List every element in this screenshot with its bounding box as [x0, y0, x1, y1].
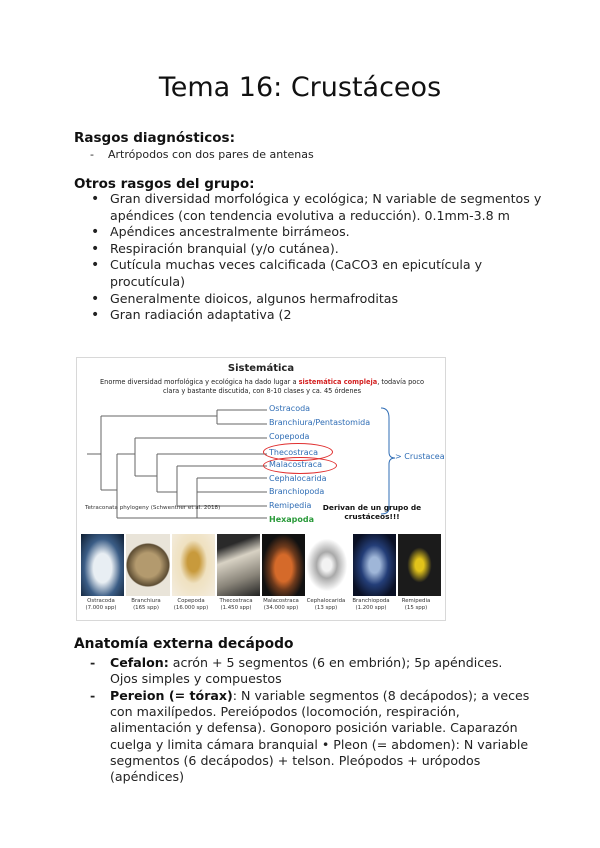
photo-caption: Remipedia (15 spp) — [401, 598, 431, 611]
arrow-icon: > — [395, 452, 405, 461]
thecostraca-photo — [217, 534, 260, 596]
photo-caption: Thecostraca (1.450 spp) — [219, 598, 253, 611]
list-item: • Apéndices ancestralmente birrámeos. — [74, 224, 544, 241]
copepoda-photo — [172, 534, 215, 596]
anatomy-item-pereion — [90, 688, 530, 785]
list-item: • Cutícula muchas veces calcificada (CaCO3 en epicutícula y procutícula) — [74, 257, 544, 290]
taxon-branchiura: Branchiura/Pentastomida — [269, 418, 371, 427]
taxon-malacostraca: Malacostraca — [269, 460, 323, 469]
taxon-branchiopoda: Branchiopoda — [269, 487, 325, 496]
list-item: • Gran diversidad morfológica y ecológica; N variable de segmentos y apéndices (con tendencia evolutiva a reducción). 0.1mm-3.8 m — [74, 191, 544, 224]
photo-caption: Malacostraca (34.000 spp) — [263, 598, 299, 611]
systematics-figure — [76, 357, 446, 621]
dash-marker: - — [90, 688, 96, 703]
cephalocarida-photo — [307, 534, 350, 596]
dash-marker: - — [90, 655, 96, 670]
taxon-cephalocarida: Cephalocarida — [269, 474, 327, 483]
taxon-remipedia: Remipedia — [269, 501, 312, 510]
anatomy-heading: Anatomía externa decápodo — [74, 636, 294, 652]
diagnostic-heading: Rasgos diagnósticos: — [74, 130, 235, 146]
anatomy-item-cefalon — [90, 655, 530, 687]
list-item: • Respiración branquial (y/o cutánea). — [74, 241, 544, 258]
figure-title: Sistemática — [227, 363, 295, 374]
taxon-thecostraca: Thecostraca — [269, 448, 318, 457]
taxon-ostracoda: Ostracoda — [269, 404, 311, 413]
list-item: • Gran radiación adaptativa (2 — [74, 307, 544, 324]
derive-note: Derivan de un grupo de crustáceos!!! — [322, 503, 422, 521]
diagnostic-item — [90, 148, 314, 161]
subtitle-text: Enorme diversidad morfológica y ecológica ha dado lugar a — [100, 378, 299, 386]
dash-marker: - — [90, 148, 94, 161]
photo-caption: Branchiopoda (1.200 spp) — [352, 598, 390, 611]
ostracoda-photo — [81, 534, 124, 596]
diagnostic-item-text: Artrópodos con dos pares de antenas — [108, 148, 314, 161]
highlight-circle — [263, 457, 337, 474]
list-item: • Generalmente dioicos, algunos hermafroditas — [74, 291, 544, 308]
photo-strip — [81, 534, 441, 596]
item-label: Pereion (= tórax) — [110, 688, 233, 703]
malacostraca-photo — [262, 534, 305, 596]
item-text: : N variable segmentos (8 decápodos); a veces con maxilípedos. Pereiópodos (locomoción, respiración, alimentación y defensa). Gonoporo posición variable. Caparazón cuelga y limita cámara branquial • Pleon (= abdomen): N variable segmentos (6 decápodos) + telson. Pleópodos + urópodos (apéndices) — [110, 688, 530, 785]
photo-caption: Cephalocarida (13 spp) — [306, 598, 346, 611]
item-text: acrón + 5 segmentos (6 en embrión); 5p apéndices. Ojos simples y compuestos — [110, 655, 503, 687]
other-traits-list — [74, 191, 544, 324]
subtitle-highlight: sistemática compleja — [298, 378, 378, 386]
branchiura-photo — [126, 534, 169, 596]
branchiopoda-photo — [353, 534, 396, 596]
photo-caption: Copepoda (16.000 spp) — [173, 598, 209, 611]
taxon-copepoda: Copepoda — [269, 432, 310, 441]
subtitle-text-end: , todavía poco clara y bastante discutida, con 8-10 clases y ca. 45 órdenes — [162, 378, 424, 395]
phylogeny-note: Tetraconata phylogeny (Schwentner et al. 2018) — [85, 505, 221, 511]
item-label: Cefalon: — [110, 655, 169, 670]
other-traits-heading: Otros rasgos del grupo: — [74, 176, 255, 192]
page-title: Tema 16: Crustáceos — [158, 72, 442, 103]
photo-caption: Branchiura (165 spp) — [131, 598, 161, 611]
crustacea-label: > Crustacea — [395, 452, 445, 461]
remipedia-photo — [398, 534, 441, 596]
taxon-hexapoda: Hexapoda — [269, 515, 315, 524]
photo-caption: Ostracoda (7.000 spp) — [85, 598, 117, 611]
